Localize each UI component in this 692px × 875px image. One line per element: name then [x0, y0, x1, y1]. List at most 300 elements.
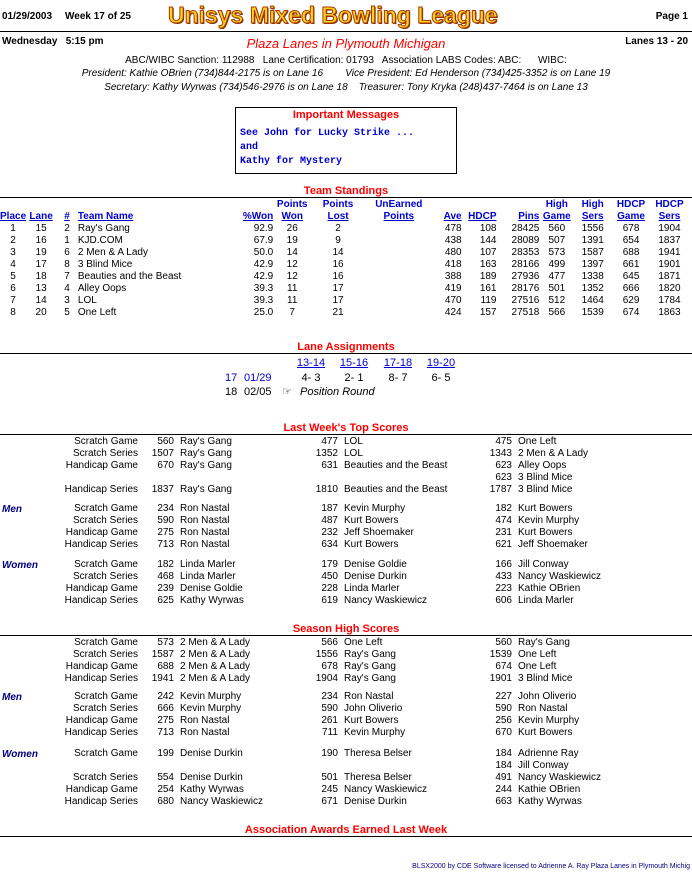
score-value: 477 — [321, 436, 338, 447]
score-value: 713 — [157, 727, 174, 738]
standings-cell-num: 7 — [64, 271, 70, 282]
score-row — [30, 796, 660, 808]
standings-cell-ave: 480 — [444, 247, 462, 258]
score-value: 560 — [157, 436, 174, 447]
score-row — [30, 539, 660, 551]
standings-cell-num: 1 — [64, 235, 70, 246]
standings-cell-team: Beauties and the Beast — [77, 271, 182, 282]
score-name: 3 Blind Mice — [518, 673, 573, 684]
score-row — [30, 484, 660, 496]
lane-week: 18 — [225, 386, 238, 398]
standings-cell-hdcp: 161 — [479, 283, 497, 294]
score-category: Scratch Series — [72, 448, 138, 459]
score-value: 590 — [157, 515, 174, 526]
score-name: Ron Nastal — [180, 539, 230, 550]
standings-cell-pct: 67.9 — [253, 235, 274, 246]
score-row — [30, 436, 660, 448]
standings-cell-num: 2 — [64, 223, 70, 234]
score-category: Scratch Game — [74, 748, 138, 759]
score-value: 1587 — [151, 649, 174, 660]
score-row — [30, 661, 660, 673]
score-value: 228 — [321, 583, 338, 594]
standings-cell-hhg: 678 — [622, 223, 640, 234]
score-category: Scratch Series — [72, 772, 138, 783]
standings-cell-lane: 14 — [35, 295, 47, 306]
score-name: Kathy Wyrwas — [518, 796, 582, 807]
lane-assignment: 6- 5 — [431, 372, 451, 384]
standings-cell-hdcp: 144 — [479, 235, 497, 246]
score-name: Kurt Bowers — [518, 727, 573, 738]
score-value: 187 — [321, 503, 338, 514]
standings-cell-unearned — [365, 271, 433, 283]
header-divider — [0, 31, 692, 32]
score-group-tag: Men — [2, 504, 22, 515]
score-value: 1507 — [151, 448, 174, 459]
standings-cell-hs: 1587 — [581, 247, 604, 258]
score-name: Denise Durkin — [344, 796, 407, 807]
score-name: Denise Goldie — [180, 583, 243, 594]
score-name: One Left — [344, 637, 383, 648]
col-high-sers-2: Sers — [581, 211, 604, 222]
standings-cell-ave: 424 — [444, 307, 462, 318]
score-category — [30, 472, 144, 484]
score-category: Handicap Series — [64, 796, 138, 807]
score-name: Nancy Waskiewicz — [344, 595, 427, 606]
important-messages-box — [235, 107, 457, 174]
standings-cell-pct: 50.0 — [253, 247, 274, 258]
standings-cell-hdcp: 108 — [479, 223, 497, 234]
standings-cell-hhs: 1901 — [658, 259, 681, 270]
lane-date: 02/05 — [244, 386, 272, 398]
standings-cell-unearned — [365, 259, 433, 271]
score-row — [30, 472, 660, 484]
standings-cell-hhs: 1784 — [658, 295, 681, 306]
score-category: Handicap Game — [65, 784, 138, 795]
standings-title: Team Standings — [303, 185, 389, 197]
score-value: 566 — [321, 637, 338, 648]
score-category: Scratch Game — [74, 436, 138, 447]
standings-cell-hhs: 1837 — [658, 235, 681, 246]
score-row — [30, 583, 660, 595]
standings-cell-pct: 42.9 — [253, 271, 274, 282]
score-row — [30, 649, 660, 661]
standings-cell-ave: 438 — [444, 235, 462, 246]
standings-cell-unearned — [365, 247, 433, 259]
score-name: Theresa Belser — [344, 772, 412, 783]
score-group-table — [30, 748, 660, 808]
footer-credit: BLSX2000 by CDE Software licensed to Adrienne A. Ray Plaza Lanes in Plymouth Michig — [412, 863, 690, 870]
standings-cell-hs: 1539 — [581, 307, 604, 318]
score-name: Ron Nastal — [518, 703, 568, 714]
col-points-lost-2: Lost — [327, 211, 349, 222]
standings-cell-hg: 560 — [548, 223, 566, 234]
standings-cell-lane: 20 — [35, 307, 47, 318]
sanction-line: ABC/WIBC Sanction: 112988 Lane Certification: 01793 Association LABS Codes: ABC: WIBC: — [125, 55, 567, 66]
standings-row — [0, 271, 688, 283]
score-name: Adrienne Ray — [518, 748, 579, 759]
col-pct: %Won — [242, 211, 274, 222]
standings-divider — [0, 197, 692, 198]
standings-cell-hs: 1556 — [581, 223, 604, 234]
score-group-tag: Women — [2, 560, 38, 571]
score-value: 1837 — [151, 484, 174, 495]
score-value — [144, 760, 180, 772]
score-category: Scratch Game — [74, 637, 138, 648]
standings-cell-pins: 28353 — [511, 247, 540, 258]
score-value: 475 — [495, 436, 512, 447]
score-category: Scratch Series — [72, 571, 138, 582]
position-round-note: Position Round — [300, 386, 375, 398]
standings-cell-num: 5 — [64, 307, 70, 318]
standings-row — [0, 223, 688, 235]
score-value: 1904 — [315, 673, 338, 684]
score-category: Handicap Series — [64, 484, 138, 495]
score-category: Scratch Series — [72, 515, 138, 526]
score-name: Denise Durkin — [180, 772, 243, 783]
score-category — [30, 760, 144, 772]
score-group-tag: Men — [2, 692, 22, 703]
col-team: Team Name — [77, 211, 134, 222]
score-name: 2 Men & A Lady — [518, 448, 589, 459]
score-name: Beauties and the Beast — [344, 484, 448, 495]
standings-row — [0, 283, 688, 295]
score-value: 678 — [321, 661, 338, 672]
standings-cell-pct: 25.0 — [253, 307, 274, 318]
score-value: 623 — [495, 460, 512, 471]
score-row — [30, 760, 660, 772]
score-name: Linda Marler — [344, 583, 400, 594]
standings-cell-place: 5 — [10, 271, 16, 282]
score-name: Kathie OBrien — [518, 583, 581, 594]
standings-cell-hg: 477 — [548, 271, 566, 282]
standings-cell-unearned — [365, 283, 433, 295]
lane-assignment: 4- 3 — [301, 372, 321, 384]
score-value: 234 — [321, 691, 338, 702]
score-value: 663 — [495, 796, 512, 807]
score-value: 474 — [495, 515, 512, 526]
score-value: 227 — [495, 691, 512, 702]
score-row — [30, 527, 660, 539]
score-value: 166 — [495, 559, 512, 570]
standings-cell-hdcp: 189 — [479, 271, 497, 282]
score-name: Denise Durkin — [344, 571, 407, 582]
score-value: 688 — [157, 661, 174, 672]
score-value: 179 — [321, 559, 338, 570]
standings-cell-pct: 92.9 — [253, 223, 274, 234]
standings-cell-hdcp: 157 — [479, 307, 497, 318]
col-unearned-2: Points — [383, 211, 415, 222]
standings-cell-num: 6 — [64, 247, 70, 258]
standings-cell-hg: 501 — [548, 283, 566, 294]
score-value: 501 — [321, 772, 338, 783]
lanes-divider — [0, 353, 692, 354]
page-number: Page 1 — [655, 11, 688, 22]
score-group-table — [30, 436, 660, 496]
score-value: 450 — [321, 571, 338, 582]
standings-row — [0, 259, 688, 271]
standings-cell-lane: 16 — [35, 235, 47, 246]
standings-cell-hs: 1338 — [581, 271, 604, 282]
score-value: 232 — [321, 527, 338, 538]
score-value — [308, 472, 344, 484]
lanes-range: Lanes 13 - 20 — [625, 36, 688, 47]
score-name: Denise Durkin — [180, 748, 243, 759]
score-name: Ron Nastal — [180, 515, 230, 526]
col-hdcp: HDCP — [468, 211, 497, 222]
score-name: Jeff Shoemaker — [518, 539, 588, 550]
score-value: 621 — [495, 539, 512, 550]
col-high-game-1: High — [545, 199, 568, 210]
score-name: Kurt Bowers — [518, 527, 573, 538]
score-name: Nancy Waskiewicz — [518, 772, 601, 783]
score-row — [30, 515, 660, 527]
score-name: Ray's Gang — [344, 661, 396, 672]
season-high-divider — [0, 635, 692, 636]
standings-cell-hg: 507 — [548, 235, 566, 246]
score-value: 275 — [157, 527, 174, 538]
score-row — [30, 673, 660, 685]
score-value: 239 — [157, 583, 174, 594]
standings-cell-ave: 419 — [444, 283, 462, 294]
col-ave: Ave — [443, 211, 462, 222]
score-name: Ron Nastal — [180, 727, 230, 738]
standings-cell-lost: 14 — [332, 247, 344, 258]
score-name: Nancy Waskiewicz — [344, 784, 427, 795]
score-value: 244 — [495, 784, 512, 795]
score-name: Theresa Belser — [344, 748, 412, 759]
col-points-won-1: Points — [276, 199, 308, 210]
message-line: Kathy for Mystery — [240, 156, 343, 167]
col-hdcp-sers-1: HDCP — [655, 199, 684, 210]
score-category: Handicap Series — [64, 539, 138, 550]
standings-cell-won: 26 — [286, 223, 298, 234]
score-name — [344, 760, 480, 772]
standings-cell-team: Ray's Gang — [77, 223, 130, 234]
lane-assignment: 2- 1 — [344, 372, 364, 384]
score-row — [30, 784, 660, 796]
standings-cell-hhg: 654 — [622, 235, 640, 246]
score-name: Jill Conway — [518, 559, 569, 570]
last-week-divider — [0, 434, 692, 435]
standings-cell-hdcp: 163 — [479, 259, 497, 270]
standings-cell-unearned — [365, 235, 433, 247]
standings-cell-pins: 28176 — [511, 283, 540, 294]
standings-cell-hs: 1464 — [581, 295, 604, 306]
score-category: Scratch Series — [72, 649, 138, 660]
standings-cell-team: KJD.COM — [77, 235, 123, 246]
score-value: 671 — [321, 796, 338, 807]
score-name: Kurt Bowers — [518, 503, 573, 514]
score-value: 590 — [495, 703, 512, 714]
score-name: Jeff Shoemaker — [344, 527, 414, 538]
standings-cell-hg: 512 — [548, 295, 566, 306]
standings-cell-lane: 15 — [35, 223, 47, 234]
score-row — [30, 571, 660, 583]
lane-assignment: 8- 7 — [388, 372, 408, 384]
standings-cell-hs: 1391 — [581, 235, 604, 246]
score-name: Linda Marler — [180, 559, 236, 570]
score-row — [30, 727, 660, 739]
standings-cell-num: 4 — [64, 283, 70, 294]
score-value: 184 — [495, 760, 512, 771]
score-value: 625 — [157, 595, 174, 606]
standings-cell-pct: 42.9 — [253, 259, 274, 270]
standings-cell-lost: 9 — [335, 235, 341, 246]
score-name: Kevin Murphy — [518, 515, 580, 526]
hand-pointer-icon: ☞ — [282, 386, 292, 398]
score-group-table — [30, 503, 660, 551]
score-value: 182 — [157, 559, 174, 570]
score-name: Ron Nastal — [180, 527, 230, 538]
location: Plaza Lanes in Plymouth Michigan — [246, 36, 446, 51]
standings-cell-pins: 28089 — [511, 235, 540, 246]
standings-cell-unearned — [365, 307, 433, 319]
standings-cell-hhs: 1871 — [658, 271, 681, 282]
col-lane: Lane — [29, 211, 53, 222]
col-high-game-2: Game — [542, 211, 571, 222]
score-category: Handicap Game — [65, 583, 138, 594]
col-high-sers-1: High — [581, 199, 604, 210]
awards-divider — [0, 836, 692, 837]
standings-cell-pins: 28166 — [511, 259, 540, 270]
officers-line-2: Secretary: Kathy Wyrwas (734)546-2976 is on Lane 18 Treasurer: Tony Kryka (248)437-7464 is on Lane 13 — [104, 82, 588, 93]
score-row — [30, 691, 660, 703]
score-group-table — [30, 559, 660, 607]
score-value: 619 — [321, 595, 338, 606]
score-row — [30, 715, 660, 727]
score-category: Handicap Game — [65, 460, 138, 471]
score-value: 234 — [157, 503, 174, 514]
standings-cell-place: 3 — [10, 247, 16, 258]
score-name: Kevin Murphy — [344, 503, 406, 514]
standings-cell-hhs: 1863 — [658, 307, 681, 318]
standings-cell-pct: 39.3 — [253, 295, 274, 306]
standings-cell-hs: 1397 — [581, 259, 604, 270]
standings-cell-lost: 21 — [332, 307, 344, 318]
score-category: Scratch Series — [72, 703, 138, 714]
standings-cell-ave: 470 — [444, 295, 462, 306]
standings-cell-pins: 27936 — [511, 271, 540, 282]
score-name: Ron Nastal — [180, 503, 230, 514]
score-name: Ron Nastal — [180, 715, 230, 726]
lane-pair: 19-20 — [426, 357, 456, 369]
standings-cell-lane: 17 — [35, 259, 47, 270]
score-name: Denise Goldie — [344, 559, 407, 570]
score-value: 491 — [495, 772, 512, 783]
score-value: 261 — [321, 715, 338, 726]
score-category: Scratch Game — [74, 691, 138, 702]
score-value: 1901 — [489, 673, 512, 684]
standings-cell-hhg: 661 — [622, 259, 640, 270]
score-row — [30, 703, 660, 715]
score-value: 711 — [322, 727, 338, 738]
score-name — [180, 760, 308, 772]
score-row — [30, 559, 660, 571]
score-row — [30, 772, 660, 784]
standings-cell-unearned — [365, 295, 433, 307]
score-name: Jill Conway — [518, 760, 569, 771]
standings-cell-team: Alley Oops — [77, 283, 127, 294]
col-hdcp-sers-2: Sers — [658, 211, 681, 222]
standings-row — [0, 295, 688, 307]
score-value: 666 — [157, 703, 174, 714]
standings-cell-lost: 17 — [332, 295, 344, 306]
standings-cell-lost: 16 — [332, 271, 344, 282]
league-title: Unisys Mixed Bowling League — [168, 2, 498, 28]
score-category: Handicap Series — [64, 673, 138, 684]
standings-cell-lost: 2 — [335, 223, 341, 234]
standings-cell-unearned — [365, 223, 433, 235]
col-points-won-2: Won — [281, 211, 303, 222]
score-name: Kurt Bowers — [344, 539, 399, 550]
standings-cell-lost: 17 — [332, 283, 344, 294]
score-name: Ray's Gang — [344, 649, 396, 660]
standings-cell-hhg: 674 — [622, 307, 640, 318]
score-value: 623 — [495, 472, 512, 483]
officers-line-1: President: Kathie OBrien (734)844-2175 is on Lane 16 Vice President: Ed Henderson (734)425-3352 is on Lane 19 — [81, 68, 611, 79]
score-name: 2 Men & A Lady — [180, 649, 251, 660]
score-category: Handicap Series — [64, 595, 138, 606]
score-value: 606 — [495, 595, 512, 606]
score-value: 680 — [157, 796, 174, 807]
score-value: 670 — [495, 727, 512, 738]
score-name: Alley Oops — [518, 460, 567, 471]
col-points-lost-1: Points — [322, 199, 354, 210]
score-name: Kathy Wyrwas — [180, 784, 244, 795]
standings-cell-place: 8 — [10, 307, 16, 318]
standings-cell-won: 19 — [286, 235, 298, 246]
score-name: Kurt Bowers — [344, 515, 399, 526]
score-name: Kurt Bowers — [344, 715, 399, 726]
score-name: LOL — [344, 436, 363, 447]
standings-cell-lane: 19 — [35, 247, 47, 258]
standings-cell-num: 8 — [64, 259, 70, 270]
standings-cell-hhg: 645 — [622, 271, 640, 282]
score-name: John Oliverio — [344, 703, 403, 714]
score-name: Kevin Murphy — [344, 727, 406, 738]
score-value: 245 — [321, 784, 338, 795]
score-value: 242 — [157, 691, 174, 702]
score-name: LOL — [344, 448, 363, 459]
standings-cell-hhs: 1904 — [658, 223, 681, 234]
score-value — [144, 472, 180, 484]
score-value: 634 — [321, 539, 338, 550]
standings-cell-hg: 499 — [548, 259, 566, 270]
score-category: Handicap Game — [65, 661, 138, 672]
standings-cell-hhg: 629 — [622, 295, 640, 306]
standings-cell-won: 11 — [287, 283, 298, 294]
score-value: 1556 — [315, 649, 338, 660]
standings-cell-hg: 566 — [548, 307, 566, 318]
score-group-table — [30, 691, 660, 739]
score-value: 199 — [157, 748, 174, 759]
score-name: 2 Men & A Lady — [180, 637, 251, 648]
standings-cell-won: 11 — [287, 295, 298, 306]
standings-cell-ave: 388 — [444, 271, 462, 282]
lane-pair: 17-18 — [383, 357, 413, 369]
week-label: Week 17 of 25 — [65, 11, 131, 22]
standings-cell-hdcp: 107 — [479, 247, 497, 258]
col-unearned-1: UnEarned — [375, 199, 423, 210]
message-line: and — [240, 142, 259, 153]
score-name: Kathy Wyrwas — [180, 595, 244, 606]
score-category: Scratch Game — [74, 503, 138, 514]
score-row — [30, 460, 660, 472]
score-name — [344, 472, 480, 484]
standings-cell-hg: 573 — [548, 247, 566, 258]
col-hdcp-game-1: HDCP — [616, 199, 646, 210]
score-value: 256 — [495, 715, 512, 726]
